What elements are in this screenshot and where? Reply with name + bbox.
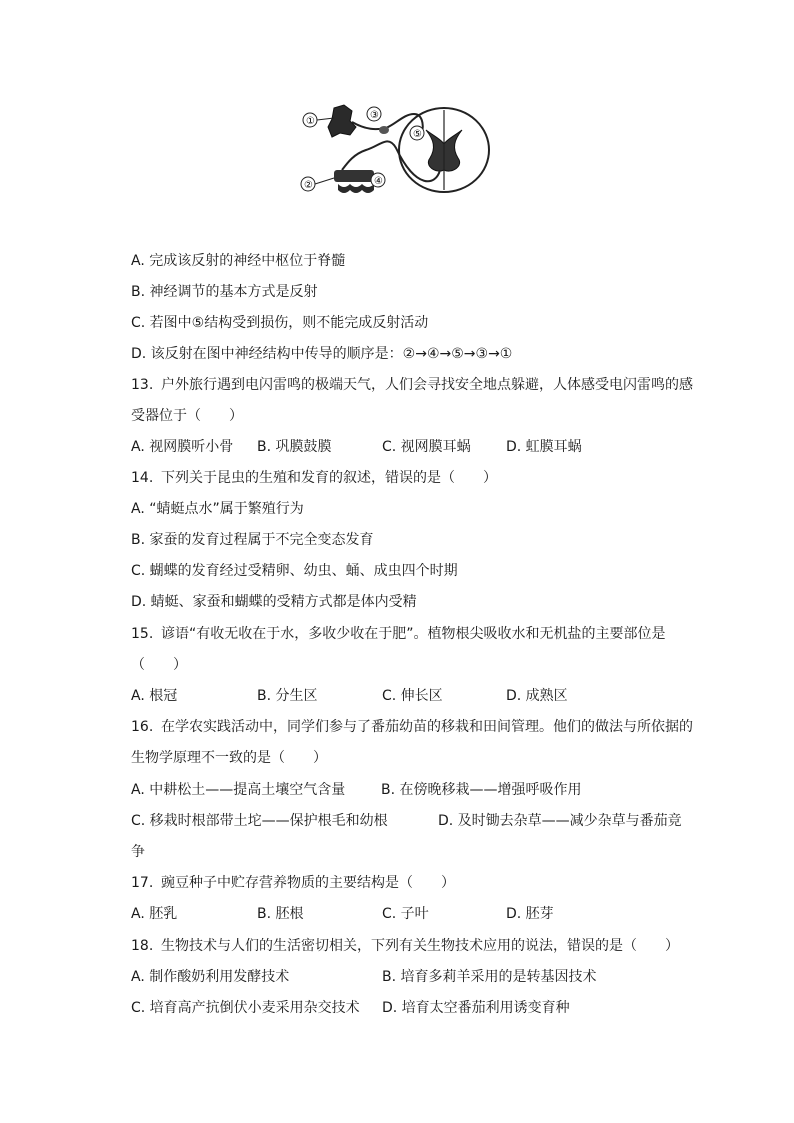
q17-option-d: D. 胚芽 [506, 906, 554, 922]
q13-option-c: C. 视网膜耳蜗 [382, 439, 471, 455]
q15-stem [131, 624, 666, 644]
ganglion [379, 126, 389, 134]
q16-option-d: D. 及时锄去杂草——减少杂草与番茄竞 [438, 813, 682, 829]
label-2: ② [304, 180, 313, 191]
q18-option-a: A. 制作酸奶利用发酵技术 [131, 969, 290, 985]
q12-option-b: B. 神经调节的基本方式是反射 [131, 284, 318, 300]
label-1: ① [306, 116, 315, 127]
q13-stem [131, 375, 693, 395]
label-3: ③ [370, 110, 379, 121]
q15-option-b: B. 分生区 [257, 688, 318, 704]
q18-option-d: D. 培育太空番茄利用诱变育种 [382, 1000, 570, 1016]
q15-option-c: C. 伸长区 [382, 688, 443, 704]
q13-stem-line1: 户外旅行遇到电闪雷鸣的极端天气，人们会寻找安全地点躲避，人体感受电闪雷鸣的感 [161, 377, 693, 393]
q16-stem-line1: 在学农实践活动中，同学们参与了番茄幼苗的移栽和田间管理。他们的做法与所依据的 [161, 719, 693, 735]
q12-option-a: A. 完成该反射的神经中枢位于脊髓 [131, 253, 346, 269]
q13-number: 13. [131, 377, 154, 393]
q15-option-a: A. 根冠 [131, 688, 178, 704]
receptor-shape [328, 105, 356, 137]
q14-option-d: D. 蜻蜓、家蚕和蝴蝶的受精方式都是体内受精 [131, 594, 417, 610]
q12-option-c: C. 若图中⑤结构受到损伤，则不能完成反射活动 [131, 315, 429, 331]
q14-stem [131, 468, 497, 488]
q16-option-b: B. 在傍晚移栽——增强呼吸作用 [381, 782, 582, 798]
q16-option-a: A. 中耕松土——提高土壤空气含量 [131, 782, 346, 798]
q13-option-d: D. 虹膜耳蜗 [506, 439, 582, 455]
q13-stem-line2: 受器位于（ ） [131, 408, 243, 424]
q17-option-c: C. 子叶 [382, 906, 429, 922]
q14-option-a: A. “蜻蜓点水”属于繁殖行为 [131, 501, 304, 517]
effector-upper [334, 170, 374, 182]
q15-number: 15. [131, 626, 154, 642]
q16-stem-line2: 生物学原理不一致的是（ ） [131, 750, 327, 766]
q13-option-a: A. 视网膜听小骨 [131, 439, 234, 455]
q14-stem-text: 下列关于昆虫的生殖和发育的叙述，错误的是（ ） [161, 470, 497, 486]
q15-stem-line1: 谚语“有收无收在于水，多收少收在于肥”。植物根尖吸收水和无机盐的主要部位是 [161, 626, 666, 642]
q14-option-b: B. 家蚕的发育过程属于不完全变态发育 [131, 532, 374, 548]
effector-lower [338, 184, 374, 193]
q18-option-c: C. 培育高产抗倒伏小麦采用杂交技术 [131, 1000, 360, 1016]
q15-option-d: D. 成熟区 [506, 688, 568, 704]
q17-number: 17. [131, 875, 154, 891]
q16-option-d-continuation: 争 [131, 844, 145, 860]
q16-number: 16. [131, 719, 154, 735]
q16-option-c: C. 移栽时根部带土坨——保护根毛和幼根 [131, 813, 388, 829]
q18-stem-text: 生物技术与人们的生活密切相关，下列有关生物技术应用的说法，错误的是（ ） [161, 938, 679, 954]
q17-stem [131, 873, 455, 893]
q14-number: 14. [131, 470, 154, 486]
reflex-arc-figure [296, 100, 496, 216]
q18-number: 18. [131, 938, 154, 954]
q15-stem-line2: （ ） [131, 657, 187, 673]
label-5: ⑤ [413, 129, 422, 140]
q18-stem [131, 936, 679, 956]
q17-option-a: A. 胚乳 [131, 906, 178, 922]
q16-stem [131, 717, 693, 737]
q14-option-c: C. 蝴蝶的发育经过受精卵、幼虫、蛹、成虫四个时期 [131, 563, 458, 579]
q18-option-b: B. 培育多莉羊采用的是转基因技术 [382, 969, 597, 985]
q17-option-b: B. 胚根 [257, 906, 304, 922]
label-4: ④ [374, 176, 383, 187]
q12-option-d: D. 该反射在图中神经结构中传导的顺序是：②→④→⑤→③→① [131, 346, 513, 362]
q17-stem-text: 豌豆种子中贮存营养物质的主要结构是（ ） [161, 875, 455, 891]
q13-option-b: B. 巩膜鼓膜 [257, 439, 332, 455]
